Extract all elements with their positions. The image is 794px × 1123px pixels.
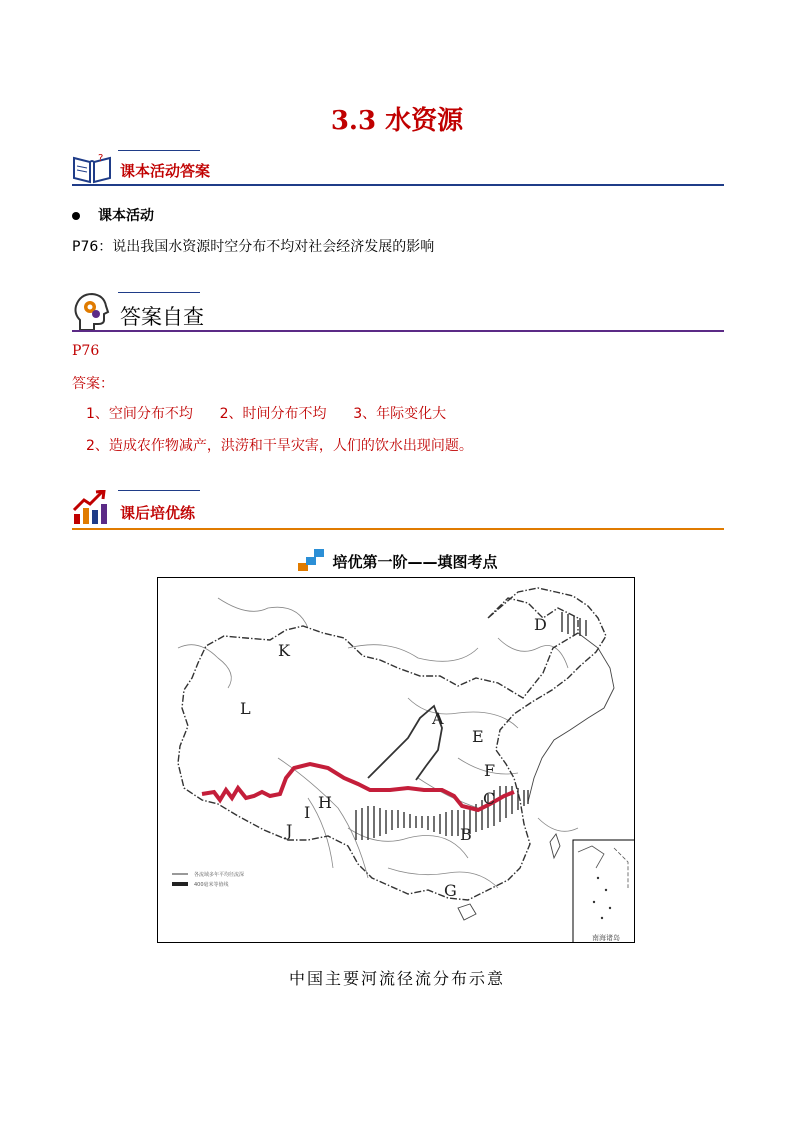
svg-text:A: A [432, 709, 444, 728]
header-bottom-rule [72, 528, 724, 530]
exercise-subtitle [0, 547, 794, 573]
south-china-sea-inset [573, 840, 635, 943]
header-top-rule [118, 292, 200, 293]
map-legend [172, 871, 244, 888]
svg-text:K: K [278, 641, 290, 660]
svg-text:F: F [484, 761, 496, 780]
svg-text:H: H [318, 793, 332, 812]
svg-text:L: L [240, 699, 251, 718]
answer-line-1: 1、空间分布不均 2、时间分布不均 3、年际变化大 [86, 406, 447, 422]
growth-chart-icon [72, 490, 108, 530]
map-caption: 中国主要河流径流分布示意 [288, 969, 505, 988]
header-top-rule [118, 150, 200, 151]
section-header-answers [72, 292, 724, 336]
svg-text:J: J [286, 821, 293, 840]
svg-text:各流域多年平均径流深: 各流域多年平均径流深 [194, 872, 245, 878]
rivers [178, 598, 578, 888]
section-header-activity [72, 150, 724, 190]
svg-text:400毫米等值线: 400毫米等值线 [194, 882, 229, 888]
steps-icon [296, 547, 328, 573]
activity-question: P76：说出我国水资源时空分布不均对社会经济发展的影响 [72, 239, 435, 255]
answer-label: 答案： [72, 376, 114, 392]
svg-text:G: G [444, 881, 457, 900]
section-heading: 课本活动答案 [120, 162, 211, 180]
yellow-river-loop [368, 706, 442, 780]
section-header-exercise [72, 490, 724, 530]
activity-bullet [72, 205, 154, 225]
svg-text:B: B [460, 825, 472, 844]
svg-text:?: ? [98, 153, 104, 164]
coastline [528, 633, 614, 802]
taiwan-island [550, 834, 560, 858]
svg-text:D: D [534, 615, 547, 634]
header-bottom-rule [72, 330, 724, 332]
page-title: 3.3 水资源 [330, 106, 464, 136]
book-icon [72, 150, 112, 188]
header-top-rule [118, 490, 200, 491]
answer-line-2: 2、造成农作物减产，洪涝和干旱灾害，人们的饮水出现问题。 [86, 438, 473, 454]
svg-text:I: I [304, 803, 311, 822]
header-bottom-rule [72, 184, 724, 186]
runoff-400mm-isoline [202, 764, 514, 810]
answer-page: P76 [72, 343, 100, 359]
hainan-island [458, 904, 476, 920]
subtitle-text: 培优第一阶——填图考点 [332, 553, 498, 571]
svg-text:E: E [472, 727, 484, 746]
bullet-dot [72, 212, 80, 220]
section-heading: 课后培优练 [120, 504, 196, 522]
section-heading: 答案自查 [120, 305, 204, 329]
map-labels [240, 615, 547, 900]
svg-text:南海诸岛: 南海诸岛 [592, 934, 620, 942]
bullet-text: 课本活动 [98, 208, 154, 224]
china-river-map [157, 577, 635, 943]
svg-text:C: C [483, 789, 496, 808]
china-boundary [178, 588, 606, 900]
